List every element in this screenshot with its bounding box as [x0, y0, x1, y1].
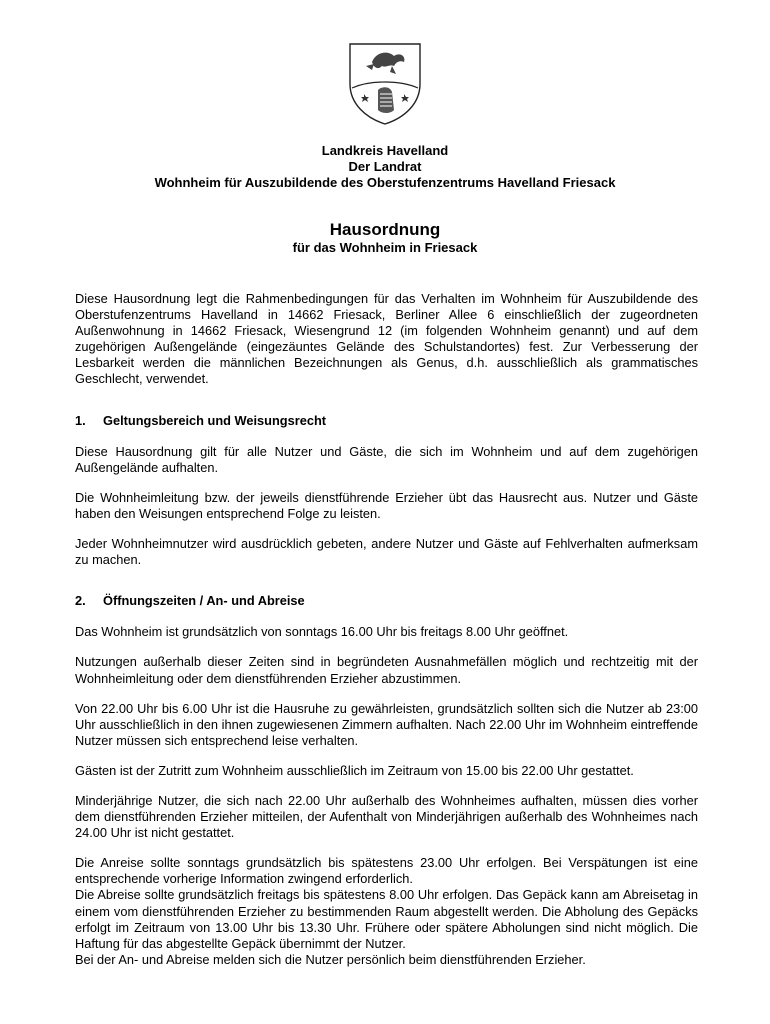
paragraph: Jeder Wohnheimnutzer wird ausdrücklich gebeten, andere Nutzer und Gäste auf Fehlverhalten aufmerksam zu machen.: [75, 536, 698, 568]
district-name: Landkreis Havelland: [321, 143, 449, 158]
paragraph: Gästen ist der Zutritt zum Wohnheim ausschließlich im Zeitraum von 15.00 bis 22.00 Uhr gestattet.: [75, 762, 634, 778]
paragraph: Die Abreise sollte grundsätzlich freitags bis spätestens 8.00 Uhr erfolgen. Das Gepäck kann am Abreisetag in einem vom dienstführenden Erzieher zu bestimmenden Raum abgestellt werden. Die Abholung des Gepäcks erfolgt im Zeitraum von 13.00 Uhr bis 13.30 Uhr. Frühere oder spätere Abholungen sind nicht möglich. Die Haftung für das abgestellte Gepäck übernimmt der Nutzer.: [75, 887, 698, 951]
section-2-heading: [75, 593, 698, 609]
paragraph: Von 22.00 Uhr bis 6.00 Uhr ist die Hausruhe zu gewährleisten, grundsätzlich sollten sich die Nutzer ab 23:00 Uhr ausschließlich in den ihnen zugewiesenen Zimmern aufhalten. Nach 22.00 Uhr im Wohnheim eintreffende Nutzer müssen sich entsprechend leise verhalten.: [75, 700, 698, 748]
intro-paragraph: Diese Hausordnung legt die Rahmenbedingungen für das Verhalten im Wohnheim für Auszubildende des Oberstufenzentrums Havelland in 14662 Friesack, Berliner Allee 6 einschließlich der zugeordneten Außenwohnung in 14662 Friesack, Wiesengrund 12 (im folgenden Wohnheim genannt) und auf dem zugehörigen Außengelände (eingezäuntes Gelände des Schulstandortes) fest. Zur Verbesserung der Lesbarkeit werden die männlichen Bezeichnungen als Genus, d.h. ausschließlich als grammatisches Geschlecht, verwendet.: [75, 291, 698, 387]
institution-name: Wohnheim für Auszubildende des Oberstufenzentrums Havelland Friesack: [154, 175, 616, 190]
paragraph: Diese Hausordnung gilt für alle Nutzer und Gäste, die sich im Wohnheim und auf dem zugehörigen Außengelände aufhalten.: [75, 443, 698, 475]
section-1-number: 1.: [75, 412, 86, 428]
section-2-title: Öffnungszeiten / An- und Abreise: [103, 593, 305, 609]
document-body: [75, 291, 698, 968]
district-office: Der Landrat: [348, 159, 422, 174]
section-1-title: Geltungsbereich und Weisungsrecht: [103, 412, 327, 428]
paragraph: Das Wohnheim ist grundsätzlich von sonntags 16.00 Uhr bis freitags 8.00 Uhr geöffnet.: [75, 624, 569, 640]
section-2-number: 2.: [75, 593, 86, 609]
paragraph: Die Anreise sollte sonntags grundsätzlich bis spätestens 23.00 Uhr erfolgen. Bei Verspätungen ist eine entsprechende vorherige Information zwingend erforderlich.: [75, 855, 698, 887]
coat-of-arms-icon: [342, 40, 428, 126]
document-title: Hausordnung: [329, 220, 441, 239]
letterhead: [0, 143, 770, 191]
document-subtitle: für das Wohnheim in Friesack: [292, 240, 478, 255]
section-1-heading: [75, 413, 698, 429]
paragraph: Die Wohnheimleitung bzw. der jeweils dienstführende Erzieher übt das Hausrecht aus. Nutzer und Gäste haben den Weisungen entsprechend Folge zu leisten.: [75, 489, 698, 521]
paragraph: Bei der An- und Abreise melden sich die Nutzer persönlich beim dienstführenden Erzieher.: [75, 951, 586, 967]
paragraph: Minderjährige Nutzer, die sich nach 22.00 Uhr außerhalb des Wohnheimes aufhalten, müssen dies vorher dem dienstführenden Erzieher mitteilen, der Aufenthalt von Minderjährigen außerhalb des Wohnheimes nach 24.00 Uhr ist nicht gestattet.: [75, 792, 698, 841]
paragraph: Nutzungen außerhalb dieser Zeiten sind in begründeten Ausnahmefällen möglich und rechtzeitig mit der Wohnheimleitung oder dem dienstführenden Erzieher abzustimmen.: [75, 654, 698, 686]
